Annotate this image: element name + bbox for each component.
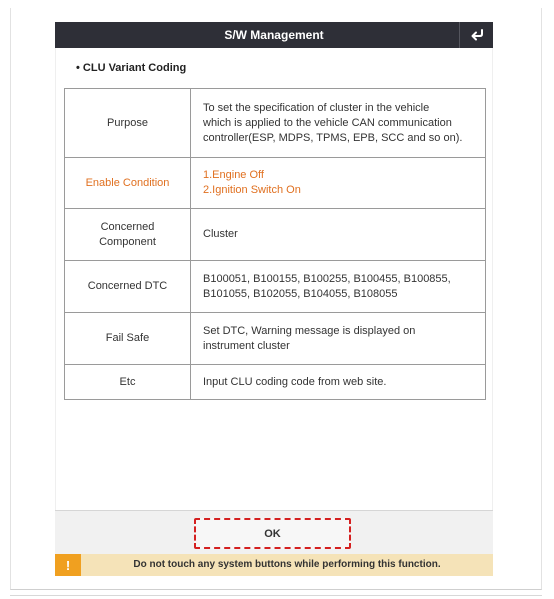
row-key: Enable Condition — [65, 158, 191, 209]
row-value — [191, 313, 486, 365]
row-value — [191, 89, 486, 158]
value-line: 1.Engine Off — [203, 169, 264, 181]
value-line: Input CLU coding code from web site. — [203, 375, 387, 388]
table-row-fail-safe — [65, 313, 486, 365]
value-line: Set DTC, Warning message is displayed on — [203, 324, 416, 337]
return-arrow-icon — [470, 29, 484, 41]
table-row-concerned-component — [65, 209, 486, 261]
row-key: Purpose — [65, 89, 191, 158]
table-row-enable-condition — [65, 158, 486, 209]
page-title: S/W Management — [224, 28, 324, 42]
warning-icon: ! — [55, 554, 81, 576]
value-line: controller(ESP, MDPS, TPMS, EPB, SCC and so on). — [203, 131, 463, 144]
row-key: Concerned DTC — [65, 261, 191, 313]
row-key: Etc — [65, 365, 191, 400]
key-line: Concerned — [100, 220, 155, 233]
table-row-concerned-dtc — [65, 261, 486, 313]
value-line: 2.Ignition Switch On — [203, 184, 301, 196]
value-line: instrument cluster — [203, 339, 290, 352]
dialog-footer — [55, 510, 493, 554]
key-line: Component — [99, 235, 156, 248]
content-panel — [55, 48, 493, 510]
row-value — [191, 209, 486, 261]
title-bar — [55, 22, 493, 48]
back-button[interactable] — [459, 22, 493, 48]
value-line: Cluster — [203, 228, 238, 240]
value-line: To set the specification of cluster in the vehicle — [203, 101, 430, 114]
value-line: B101055, B102055, B104055, B108055 — [203, 287, 398, 300]
warning-text: Do not touch any system buttons while performing this function. — [133, 559, 441, 570]
ok-button[interactable]: OK — [194, 518, 351, 549]
section-title: • CLU Variant Coding — [76, 62, 187, 74]
row-value — [191, 365, 486, 400]
row-key: Fail Safe — [65, 313, 191, 365]
row-key — [65, 209, 191, 261]
warning-bar — [55, 554, 493, 576]
value-line: B100051, B100155, B100255, B100455, B100855, — [203, 272, 451, 285]
table-row-etc — [65, 365, 486, 400]
table-row-purpose — [65, 89, 486, 158]
bottom-divider — [10, 595, 542, 596]
row-value — [191, 158, 486, 209]
value-line: which is applied to the vehicle CAN communication — [203, 116, 452, 129]
row-value — [191, 261, 486, 313]
spec-table — [64, 88, 486, 400]
